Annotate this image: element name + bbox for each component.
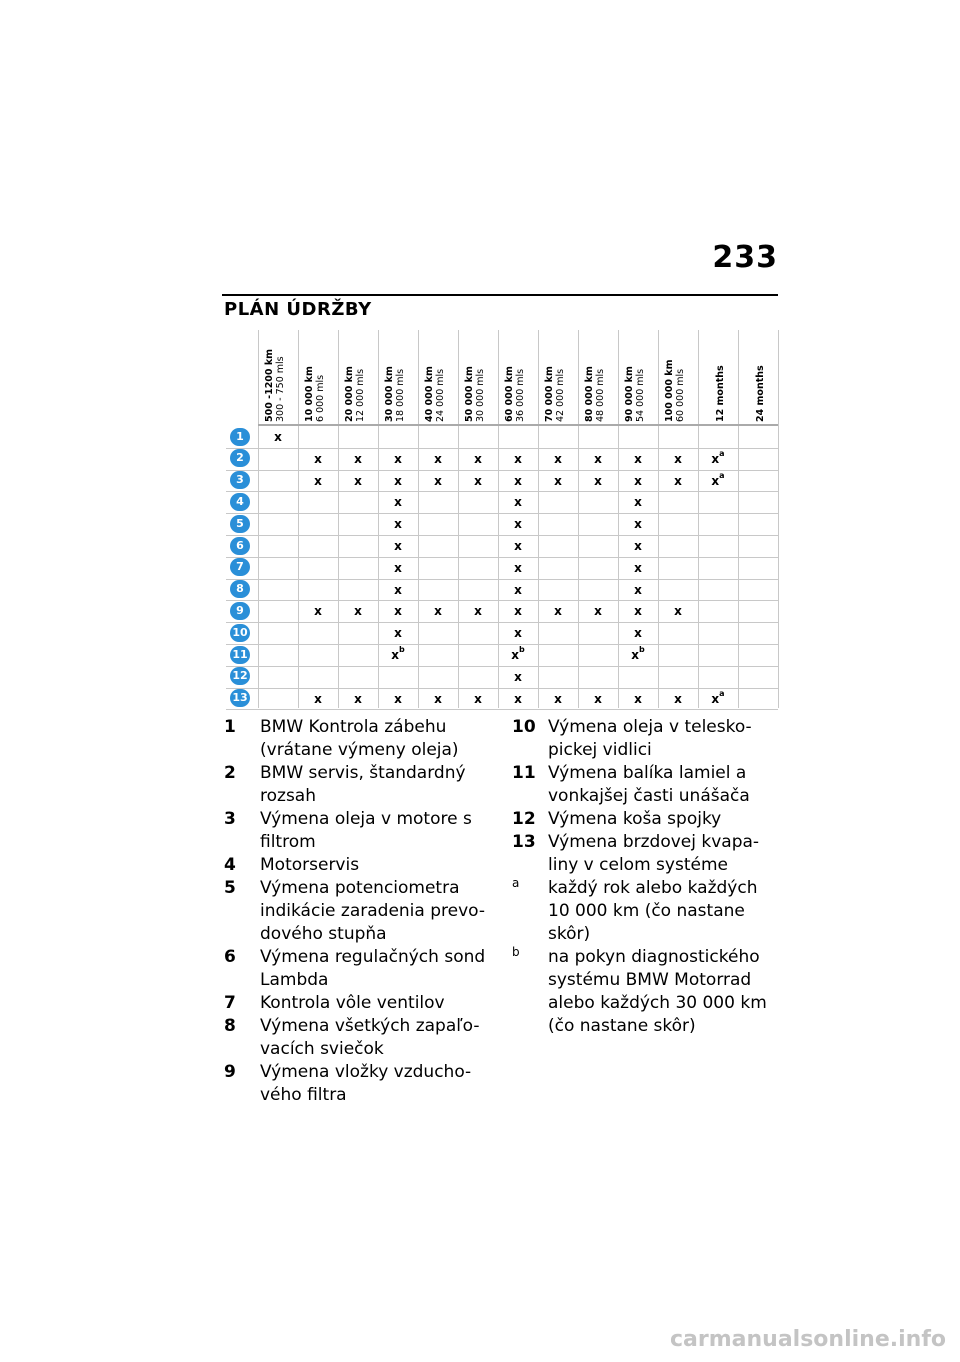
- grid-vline: [298, 330, 299, 708]
- schedule-mark: x: [514, 539, 522, 553]
- column-header: [584, 330, 614, 424]
- schedule-mark: x: [474, 473, 482, 488]
- schedule-mark: x: [514, 604, 522, 619]
- legend-text: každý rok alebo každých 10 000 km (čo nastane skôr): [548, 878, 758, 944]
- grid-vline: [658, 330, 659, 708]
- column-header-label: [664, 360, 686, 423]
- column-header: [424, 330, 454, 424]
- grid-vline: [418, 330, 419, 708]
- schedule-mark: x: [634, 539, 642, 553]
- legend-item: [512, 946, 778, 1038]
- grid-hline: [226, 557, 778, 558]
- column-header-km: 20 000 km: [344, 366, 355, 422]
- legend-number: 11: [512, 763, 536, 783]
- schedule-mark: x: [354, 473, 362, 488]
- column-header: [344, 330, 374, 424]
- grid-hline: [226, 709, 778, 710]
- schedule-mark: x: [674, 451, 682, 466]
- legend-number: 5: [224, 878, 236, 898]
- schedule-mark: x: [274, 430, 282, 444]
- schedule-mark: x: [514, 473, 522, 488]
- schedule-mark: x: [514, 517, 522, 532]
- column-header-label: [584, 366, 606, 422]
- column-header-mls: 36 000 mls: [515, 368, 526, 422]
- legend-text: Výmena vložky vzducho-vého filtra: [260, 1062, 472, 1105]
- legend-number: 8: [224, 1016, 236, 1036]
- column-header-km: 100 000 km: [664, 359, 675, 422]
- page-number: 233: [712, 240, 778, 275]
- schedule-mark-note: b: [639, 645, 645, 654]
- column-header-label: [504, 366, 526, 422]
- schedule-mark: x: [394, 604, 402, 619]
- legend-text: Výmena oleja v motore s filtrom: [260, 809, 472, 852]
- column-header-mls: 6 000 mls: [315, 374, 326, 422]
- legend-number: 6: [224, 947, 236, 967]
- schedule-mark: x: [394, 626, 402, 641]
- column-header: [304, 330, 334, 424]
- column-header: [504, 330, 534, 424]
- column-header-label: [344, 366, 366, 422]
- grid-hline: [226, 622, 778, 623]
- column-header-km: 40 000 km: [424, 366, 435, 422]
- column-header: [264, 330, 294, 424]
- column-header: [384, 330, 414, 424]
- column-header-mls: 48 000 mls: [595, 368, 606, 422]
- column-header-km: 500 -1200 km: [264, 348, 275, 422]
- schedule-mark: x: [514, 451, 522, 466]
- row-number-badge: 9: [230, 602, 250, 620]
- legend-item: [224, 808, 492, 854]
- legend-number: 1: [224, 717, 236, 737]
- column-header-label: [264, 349, 286, 422]
- column-header: [664, 330, 694, 424]
- schedule-mark: x: [594, 473, 602, 488]
- legend-item: [512, 808, 778, 831]
- column-header-label: [755, 365, 766, 422]
- legend-number: 10: [512, 717, 536, 737]
- row-number-badge: 10: [230, 624, 250, 642]
- schedule-mark: x: [554, 451, 562, 466]
- legend-item: [224, 992, 492, 1015]
- schedule-mark: x: [554, 604, 562, 619]
- legend-item: [224, 1015, 492, 1061]
- row-number-badge: 1: [230, 428, 250, 446]
- legend-left-column: [224, 716, 492, 1107]
- schedule-mark: x: [394, 582, 402, 597]
- grid-vline: [378, 330, 379, 708]
- schedule-mark: x: [594, 691, 602, 706]
- schedule-mark: x: [394, 495, 402, 510]
- schedule-mark: x: [594, 604, 602, 619]
- grid-hline: [226, 491, 778, 492]
- schedule-mark: x: [354, 604, 362, 619]
- schedule-mark: x: [634, 451, 642, 466]
- schedule-mark: x: [314, 691, 322, 706]
- legend-text: Výmena oleja v telesko-pickej vidlici: [548, 717, 752, 760]
- column-header-mls: 18 000 mls: [395, 368, 406, 422]
- column-header-km: 70 000 km: [544, 366, 555, 422]
- legend-text: Výmena brzdovej kvapa-liny v celom systéme: [548, 832, 760, 875]
- legend-right-column: [512, 716, 778, 1038]
- schedule-mark: x: [514, 495, 522, 510]
- column-header-km: 60 000 km: [504, 366, 515, 422]
- schedule-mark: x: [354, 451, 362, 466]
- schedule-mark: x: [634, 560, 642, 575]
- legend-text: Výmena regulačných sond Lambda: [260, 947, 486, 990]
- legend-text: Výmena balíka lamiel a vonkajšej časti unášača: [548, 763, 750, 806]
- column-header: [544, 330, 574, 424]
- column-header: [704, 330, 734, 424]
- schedule-mark: x: [634, 626, 642, 641]
- legend-text: Výmena potenciometra indikácie zaradenia prevo-dového stupňa: [260, 878, 486, 944]
- schedule-mark: x: [514, 560, 522, 575]
- schedule-mark: x: [394, 517, 402, 532]
- schedule-mark: x: [434, 473, 442, 488]
- column-header-mls: 300 - 750 mls: [275, 356, 286, 422]
- column-header-mls: 60 000 mls: [675, 368, 686, 422]
- grid-hline: [226, 644, 778, 645]
- legend-number: 9: [224, 1062, 236, 1082]
- column-header-km: 90 000 km: [624, 366, 635, 422]
- legend-number: 12: [512, 809, 536, 829]
- grid-vline: [458, 330, 459, 708]
- schedule-mark: x: [554, 691, 562, 706]
- grid-hline: [226, 513, 778, 514]
- schedule-mark: x: [314, 451, 322, 466]
- schedule-mark: $x^a$: [711, 470, 725, 488]
- schedule-mark: x: [474, 451, 482, 466]
- schedule-mark: x: [514, 691, 522, 706]
- column-header-label: [464, 366, 486, 422]
- column-header-km: 80 000 km: [584, 366, 595, 422]
- grid-hline: [226, 579, 778, 580]
- row-number-badge: 7: [230, 558, 250, 576]
- row-number-badge: 4: [230, 493, 250, 511]
- row-number-badge: 6: [230, 537, 250, 555]
- schedule-mark: x: [634, 691, 642, 706]
- column-header-km: 30 000 km: [384, 366, 395, 422]
- title-rule: [222, 294, 778, 296]
- column-header-km: 50 000 km: [464, 366, 475, 422]
- row-number-badge: 5: [230, 515, 250, 533]
- column-header-mls: 24 000 mls: [435, 368, 446, 422]
- schedule-mark: x: [514, 626, 522, 641]
- schedule-mark: $x^a$: [711, 448, 725, 466]
- column-header-label: [424, 366, 446, 422]
- header-divider: [258, 424, 778, 426]
- column-header: [464, 330, 494, 424]
- grid-vline: [498, 330, 499, 708]
- schedule-mark-note: a: [719, 688, 725, 698]
- grid-vline: [338, 330, 339, 708]
- legend-text: Kontrola vôle ventilov: [260, 993, 445, 1013]
- grid-hline: [226, 666, 778, 667]
- maintenance-schedule-table: [226, 330, 778, 708]
- grid-hline: [226, 535, 778, 536]
- schedule-mark: x: [514, 669, 522, 684]
- legend-note-marker: b: [512, 945, 520, 959]
- grid-vline: [538, 330, 539, 708]
- legend-number: 13: [512, 832, 536, 852]
- schedule-mark-note: b: [519, 645, 525, 654]
- column-header-km: 24 months: [755, 365, 766, 422]
- column-header-label: [384, 366, 406, 422]
- grid-vline: [738, 330, 739, 708]
- grid-vline: [618, 330, 619, 708]
- schedule-mark: x: [634, 495, 642, 510]
- schedule-mark: x: [434, 604, 442, 619]
- legend-text: Motorservis: [260, 855, 360, 875]
- schedule-mark: $x^b$: [511, 645, 525, 662]
- column-header-km: 10 000 km: [304, 366, 315, 422]
- row-number-badge: 8: [230, 580, 250, 598]
- legend-text: BMW servis, štandardný rozsah: [260, 763, 466, 806]
- schedule-mark: x: [394, 560, 402, 575]
- legend-item: [224, 716, 492, 762]
- schedule-mark: x: [394, 451, 402, 466]
- legend-number: 2: [224, 763, 236, 783]
- schedule-mark: x: [434, 451, 442, 466]
- schedule-mark: $x^a$: [711, 688, 725, 706]
- grid-vline: [258, 330, 259, 708]
- schedule-mark: x: [634, 582, 642, 597]
- legend-item: [512, 831, 778, 877]
- legend-number: 4: [224, 855, 236, 875]
- legend-note-marker: a: [512, 876, 520, 890]
- schedule-mark: x: [674, 473, 682, 488]
- schedule-mark-note: a: [719, 470, 725, 480]
- legend-text: Výmena všetkých zapaľo-vacích sviečok: [260, 1016, 480, 1059]
- column-header-label: [624, 366, 646, 422]
- row-number-badge: 13: [230, 689, 250, 707]
- legend-item: [512, 877, 778, 946]
- schedule-mark: x: [314, 604, 322, 619]
- schedule-mark: x: [394, 691, 402, 706]
- row-number-badge: 12: [230, 667, 250, 685]
- column-header-km: 12 months: [715, 365, 726, 422]
- schedule-mark: x: [354, 691, 362, 706]
- column-header-label: [304, 366, 326, 422]
- schedule-mark: x: [634, 473, 642, 488]
- schedule-mark: x: [314, 473, 322, 488]
- grid-vline: [578, 330, 579, 708]
- column-header: [624, 330, 654, 424]
- legend-item: [512, 716, 778, 762]
- legend-item: [224, 877, 492, 946]
- row-number-badge: 2: [230, 449, 250, 467]
- column-header-mls: 42 000 mls: [555, 368, 566, 422]
- grid-vline: [698, 330, 699, 708]
- column-header-mls: 30 000 mls: [475, 368, 486, 422]
- legend-item: [512, 762, 778, 808]
- column-header-mls: 54 000 mls: [635, 368, 646, 422]
- schedule-mark: x: [634, 517, 642, 532]
- row-number-badge: 3: [230, 471, 250, 489]
- schedule-mark: x: [674, 691, 682, 706]
- legend-text: na pokyn diagnostického systému BMW Motorrad alebo každých 30 000 km (čo nastane skôr): [548, 947, 767, 1036]
- schedule-mark: x: [594, 451, 602, 466]
- schedule-mark-note: a: [719, 448, 725, 458]
- schedule-mark: x: [554, 473, 562, 488]
- column-header: [744, 330, 774, 424]
- schedule-mark: x: [514, 582, 522, 597]
- schedule-mark: x: [474, 604, 482, 619]
- schedule-mark: x: [394, 539, 402, 553]
- grid-vline: [778, 330, 779, 708]
- legend-item: [224, 762, 492, 808]
- legend-number: 7: [224, 993, 236, 1013]
- schedule-mark: x: [674, 604, 682, 619]
- legend-text: BMW Kontrola zábehu (vrátane výmeny oleja): [260, 717, 459, 760]
- schedule-mark: $x^b$: [631, 645, 645, 662]
- section-title: PLÁN ÚDRŽBY: [224, 299, 372, 320]
- schedule-mark: x: [474, 691, 482, 706]
- schedule-mark: x: [434, 691, 442, 706]
- row-number-badge: 11: [230, 646, 250, 664]
- column-header-mls: 12 000 mls: [355, 368, 366, 422]
- legend-item: [224, 1061, 492, 1107]
- schedule-mark: $x^b$: [391, 645, 405, 662]
- legend-item: [224, 946, 492, 992]
- schedule-mark: x: [634, 604, 642, 619]
- legend-text: Výmena koša spojky: [548, 809, 722, 829]
- legend-number: 3: [224, 809, 236, 829]
- legend-item: [224, 854, 492, 877]
- schedule-mark: x: [394, 473, 402, 488]
- column-header-label: [715, 365, 726, 422]
- watermark: carmanualsonline.info: [670, 1327, 946, 1352]
- column-header-label: [544, 366, 566, 422]
- schedule-mark-note: b: [399, 645, 405, 654]
